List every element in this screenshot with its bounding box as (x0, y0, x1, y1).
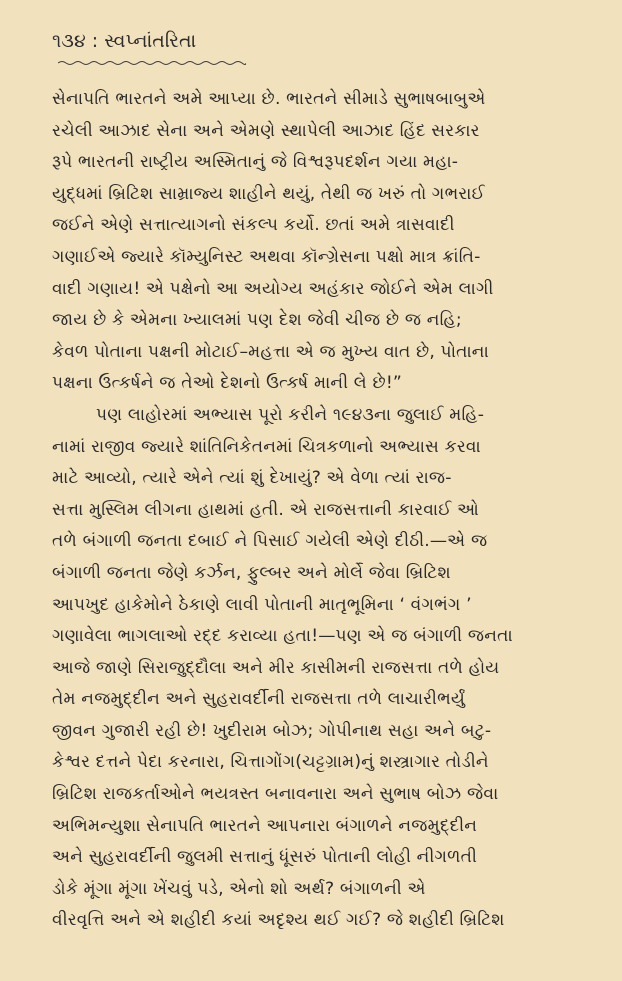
text-line: વીરવૃત્તિ અને એ શહીદી કયાં અદૃશ્ય થઈ ગઈ? જે શહીદી બ્રિટિશ (52, 910, 505, 931)
text-line: રૂપે ભારતની રાષ્ટ્રીય અસ્મિતાનું જે વિશ્વરૂપદર્શન ગયા મહા- (52, 152, 459, 173)
text-line: માટે આવ્યો, ત્યારે એને ત્યાં શું દેખાયું? એ વેળા ત્યાં રાજ- (52, 468, 452, 489)
text-line: નામાં રાજીવ જ્યારે શાંતિનિકેતનમાં ચિત્રકળાનો અભ્યાસ કરવા (52, 436, 481, 457)
running-header (52, 28, 582, 54)
text-line: અને સુહરાવર્દીની જુલમી સત્તાનું ધૂંસરું પોતાની લોહી નીગળતી (52, 847, 478, 868)
text-line: બ્રિટિશ રાજકર્તાઓને ભયત્રસ્ત બનાવનારા અને સુભાષ બોઝ જેવા (52, 784, 499, 805)
text-line: સત્તા મુસ્લિમ લીગના હાથમાં હતી. એ રાજસત્તાની કારવાઈ ઓ (52, 499, 480, 520)
body-text (52, 84, 582, 937)
wavy-header-rule (58, 60, 246, 66)
text-line: જઈને એણે સત્તાત્યાગનો સંકલ્પ કર્યો. છતાં અમે ત્રાસવાદી (52, 215, 455, 236)
text-line: આજે જાણે સિરાજુદ્દૌલા અને મીર કાસીમની રાજસત્તા તળે હોય (52, 657, 500, 678)
text-line: ગણાઈએ જ્યારે કૉમ્યુનિસ્ટ અથવા કૉન્ગ્રેસના પક્ષો માત્ર ક્રાંતિ- (52, 246, 481, 267)
header-separator: : (91, 30, 99, 52)
text-line: રચેલી આઝાદ સેના અને એમણે સ્થાપેલી આઝાદ હિંદ સરકાર (52, 120, 480, 141)
text-line: ગણાવેલા ભાગલાઓ રદ્દ કરાવ્યા હતા!—પણ એ જ બંગાળી જનતા (52, 626, 513, 647)
text-line: બંગાળી જનતા જેણે કર્ઝન, ફુલ્બર અને મોર્લે જેવા બ્રિટિશ (52, 562, 451, 583)
text-line: અભિમન્યુશા સેનાપતિ ભારતને આપનારા બંગાળને નજમુદ્દીન (52, 815, 478, 836)
text-line: વાદી ગણાય! એ પક્ષેનો આ અયોગ્ય અહંકાર જોઈને એમ લાગી (52, 278, 494, 299)
page-number: ૧૩૪ (52, 30, 86, 52)
text-line: જીવન ગુજારી રહી છે! ખુદીરામ બોઝ; ગોપીનાથ સહા અને બટુ- (52, 720, 492, 741)
paragraph-start-line: પણ લાહોરમાં અભ્યાસ પૂરો કરીને ૧૯૪૩ના જુલાઈ મહિ- (96, 404, 485, 425)
text-line: યુદ્ધમાં બ્રિટિશ સામ્રાજ્ય શાહીને થયું, તેથી જ ખરું તો ગભરાઈ (52, 183, 485, 204)
text-line: કેવળ પોતાના પક્ષની મોટાઈ–મહત્તા એ જ મુખ્ય વાત છે, પોતાના (52, 341, 489, 362)
text-line: જાય છે કે એમના ખ્યાલમાં પણ દેશ જેવી ચીજ છે જ નહિ; (52, 310, 462, 331)
text-line: કેશ્વર દત્તને પેદા કરનારા, ચિત્તાગોંગ(ચટ્ટગ્રામ)નું શસ્ત્રાગાર તોડીને (52, 752, 489, 773)
running-title: સ્વપ્નાંતરિતા (104, 30, 197, 52)
text-line: પક્ષના ઉત્કર્ષને જ તેઓ દેશનો ઉત્કર્ષ માની લે છે!” (52, 373, 402, 394)
text-line: તળે બંગાળી જનતા દબાઈ ને પિસાઈ ગયેલી એણે દીઠી.—એ જ (52, 531, 488, 552)
text-line: આપખુદ હાકેમોને ઠેકાણે લાવી પોતાની માતૃભૂમિના ‘ વંગભંગ ’ (52, 594, 472, 615)
text-line: ડોકે મૂંગા મૂંગા ખેંચવું પડે, એનો શો અર્થ? બંગાળની એ (52, 878, 426, 899)
text-line: સેનાપતિ ભારતને અમે આપ્યા છે. ભારતને સીમાડે સુભાષબાબુએ (52, 89, 486, 109)
text-line: તેમ નજમુદ્દીન અને સુહરાવર્દીની રાજસત્તા તળે લાચારીભર્યું (52, 689, 466, 710)
